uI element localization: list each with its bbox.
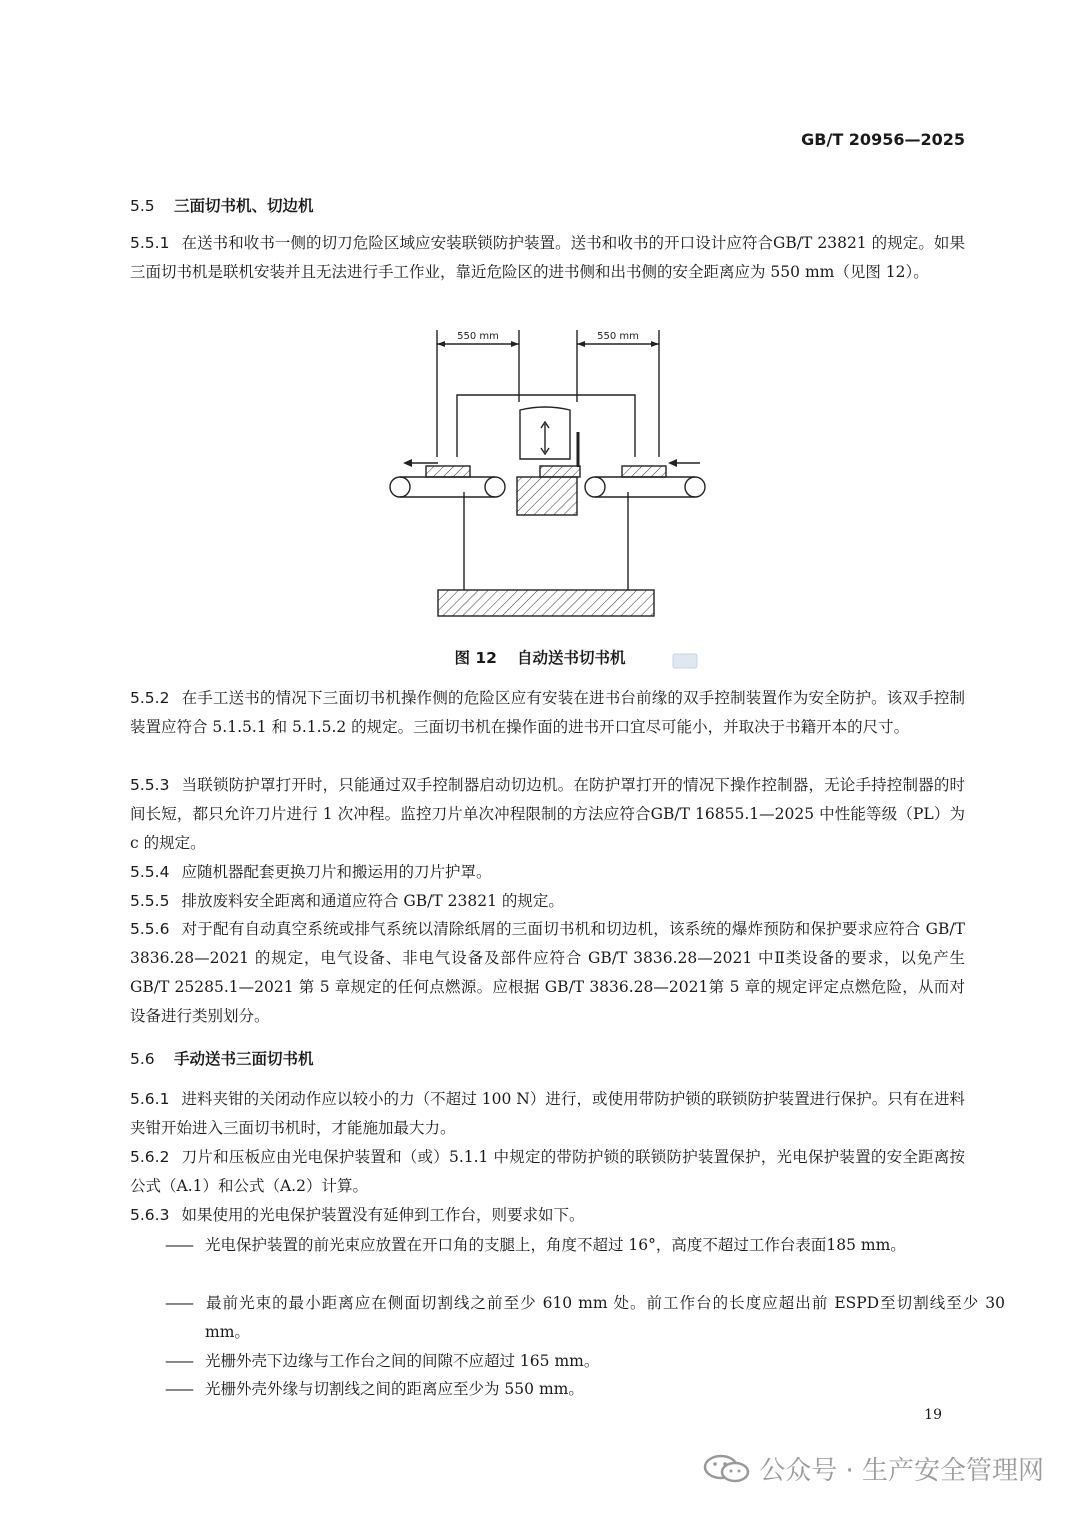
conveyor-roller — [390, 477, 410, 497]
page-number: 19 — [924, 1407, 942, 1423]
clause-5-5-5 — [130, 887, 965, 916]
dash-mark: —— — [165, 1352, 192, 1370]
clause-number: 5.5.5 — [130, 892, 170, 910]
clause-number: 5.6.1 — [130, 1090, 170, 1108]
book-stack-left — [426, 466, 470, 477]
conveyor-roller — [485, 477, 505, 497]
clause-5-5-6 — [130, 915, 965, 1031]
clause-text: 在手工送书的情况下三面切书机操作侧的危险区应有安装在进书台前缘的双手控制装置作为安全防护。该双手控制装置应符合 5.1.5.1 和 5.1.5.2 的规定。三面切书机在操作面的进书开口宜尽可能小，并取决于书籍开本的尺寸。 — [130, 689, 965, 736]
clause-text: 在送书和收书一侧的切刀危险区域应安装联锁防护装置。送书和收书的开口设计应符合GB/T 23821 的规定。如果三面切书机是联机安装并且无法进行手工作业，靠近危险区的进书侧和出书侧的安全距离应为 550 mm（见图 12）。 — [130, 234, 965, 281]
clause-5-5-1 — [130, 229, 965, 287]
wechat-icon — [701, 1454, 753, 1484]
clause-text: 刀片和压板应由光电保护装置和（或）5.1.1 中规定的带防护锁的联锁防护装置保护，光电保护装置的安全距离按公式（A.1）和公式（A.2）计算。 — [130, 1148, 965, 1195]
list-item-text: 光电保护装置的前光束应放置在开口角的支腿上，角度不超过 16°，高度不超过工作台表面185 mm。 — [205, 1236, 906, 1254]
dim-arrow-head — [437, 341, 445, 347]
clause-5-5-2 — [130, 684, 965, 742]
clause-5-6-1 — [130, 1085, 965, 1143]
feed-arrow-head — [668, 459, 677, 467]
section-number: 5.6 — [130, 1050, 155, 1068]
dash-mark: —— — [165, 1380, 192, 1398]
section-heading-5-5 — [130, 194, 314, 216]
clause-text: 进料夹钳的关闭动作应以较小的力（不超过 100 N）进行，或使用带防护锁的联锁防护装置进行保护。只有在进料夹钳开始进入三面切书机时，才能施加最大力。 — [130, 1090, 965, 1137]
clause-number: 5.5.2 — [130, 689, 170, 707]
list-item — [165, 1347, 1005, 1376]
dash-mark: —— — [165, 1236, 192, 1254]
dim-arrow-head — [511, 341, 519, 347]
clause-5-5-4 — [130, 858, 965, 887]
conveyor-roller — [685, 477, 705, 497]
list-item — [165, 1375, 1005, 1404]
watermark-text: 公众号 · 生产安全管理网 — [759, 1456, 1044, 1486]
clause-5-6-2 — [130, 1143, 965, 1201]
dim-arrow-head — [651, 341, 659, 347]
list-item-text: 最前光束的最小距离应在侧面切割线之前至少 610 mm 处。前工作台的长度应超出前 ESPD至切割线至少 30 mm。 — [205, 1294, 1005, 1341]
list-item-text: 光栅外壳下边缘与工作台之间的间隙不应超过 165 mm。 — [205, 1352, 600, 1370]
feed-arrow-head — [403, 459, 412, 467]
figure-12-diagram — [370, 322, 720, 622]
guard-housing — [457, 395, 635, 457]
clause-number: 5.6.3 — [130, 1206, 170, 1224]
clause-5-5-3 — [130, 771, 965, 858]
clause-number: 5.5.4 — [130, 863, 170, 881]
faint-logo-icon — [672, 653, 698, 669]
clause-5-6-3 — [130, 1201, 965, 1230]
book-stack-center — [540, 466, 580, 477]
clause-text: 当联锁防护罩打开时，只能通过双手控制器启动切边机。在防护罩打开的情况下操作控制器，无论手持控制器的时间长短，都只允许刀片进行 1 次冲程。监控刀片单次冲程限制的方法应符合GB/T 16855.1—2025 中性能等级（PL）为 c 的规定。 — [130, 776, 965, 852]
clause-number: 5.5.1 — [130, 234, 170, 252]
dash-mark: —— — [165, 1294, 192, 1312]
figure-title: 自动送书切书机 — [516, 649, 626, 667]
list-item — [165, 1289, 1005, 1347]
section-number: 5.5 — [130, 197, 155, 215]
dim-arrow-head — [577, 341, 585, 347]
section-heading-5-6 — [130, 1047, 314, 1069]
section-title: 三面切书机、切边机 — [174, 197, 314, 215]
conveyor-roller — [585, 477, 605, 497]
clause-number: 5.6.2 — [130, 1148, 170, 1166]
figure-number: 图 12 — [454, 649, 497, 667]
watermark — [701, 1450, 1044, 1487]
machine-base — [438, 590, 654, 616]
clause-text: 如果使用的光电保护装置没有延伸到工作台，则要求如下。 — [181, 1206, 585, 1224]
figure-caption — [0, 646, 1080, 668]
book-stack-right — [622, 466, 666, 477]
clause-text: 应随机器配套更换刀片和搬运用的刀片护罩。 — [181, 863, 492, 881]
standard-code: GB/T 20956—2025 — [801, 130, 965, 149]
clause-text: 排放废料安全距离和通道应符合 GB/T 23821 的规定。 — [181, 892, 564, 910]
dimension-label-left: 550 mm — [457, 331, 499, 342]
cutting-table — [517, 477, 577, 515]
list-item — [165, 1231, 1005, 1260]
section-title: 手动送书三面切书机 — [174, 1050, 314, 1068]
list-item-text: 光栅外壳外缘与切割线之间的距离应至少为 550 mm。 — [205, 1380, 584, 1398]
clause-number: 5.5.3 — [130, 776, 170, 794]
dimension-label-right: 550 mm — [597, 331, 639, 342]
clause-number: 5.5.6 — [130, 920, 170, 938]
clause-text: 对于配有自动真空系统或排气系统以清除纸屑的三面切书机和切边机，该系统的爆炸预防和保护要求应符合 GB/T 3836.28—2021 的规定，电气设备、非电气设备及部件应符合 GB/T 3836.28—2021 中Ⅱ类设备的要求，以免产生 GB/T 25285.1—2021 第 5 章规定的任何点燃源。应根据 GB/T 3836.28—2021第 5 章的规定评定点燃危险，从而对设备进行类别划分。 — [130, 920, 965, 1025]
